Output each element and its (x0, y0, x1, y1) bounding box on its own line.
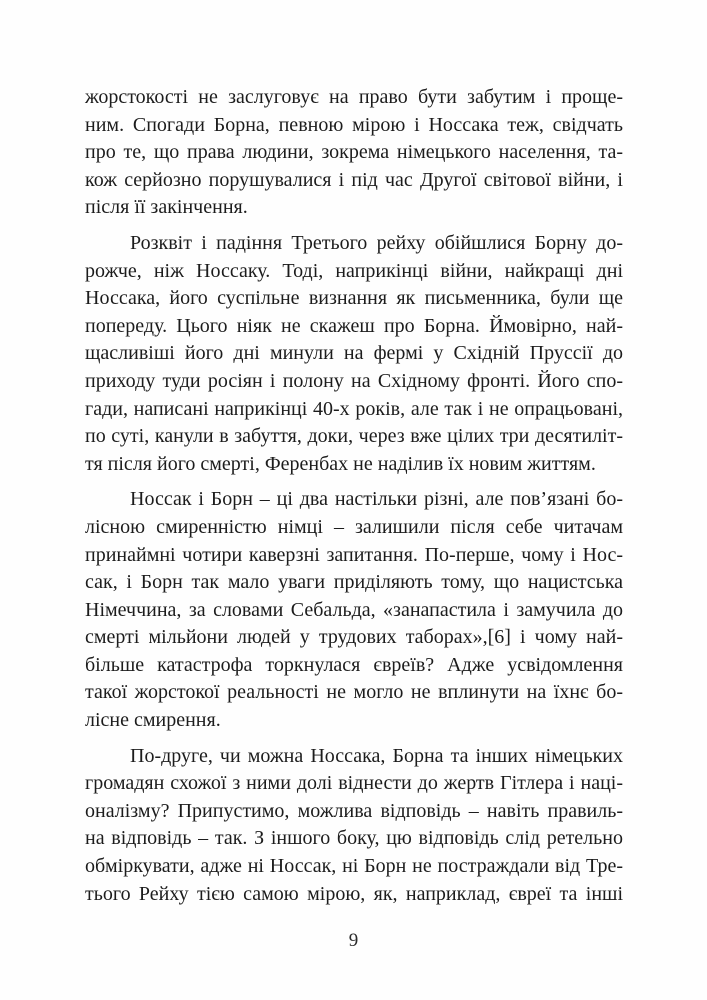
paragraph (85, 84, 623, 222)
text-line: щасливіші його дні минули на фермі у Східній Пруссії до (85, 342, 623, 365)
text-line: Розквіт і падіння Третього рейху обійшлися Борну до- (130, 231, 623, 254)
text-line: попереду. Цього ніяк не скажеш про Борна. Ймовірно, най- (85, 314, 623, 337)
text-line: По-друге, чи можна Носсака, Борна та інших німецьких (130, 744, 623, 767)
text-line: лісне смирення. (85, 709, 221, 732)
text-line: громадян схожої з ними долі віднести до жертв Гітлера і наці- (85, 772, 623, 795)
text-line: тя після його смерті, Ференбах не наділив їх новим життям. (85, 452, 596, 475)
text-line: після її закінчення. (85, 196, 248, 219)
text-line: Носсака, його суспільне визнання як письменника, були ще (85, 287, 623, 310)
paragraph (85, 743, 623, 909)
text-block (85, 84, 623, 916)
paragraph (85, 486, 623, 734)
text-line: ним. Спогади Борна, певною мірою і Носсака теж, свідчать (85, 113, 623, 136)
page-number: 9 (348, 930, 359, 951)
text-line: жорстокості не заслуговує на право бути забутим і проще- (85, 86, 623, 108)
text-line: оналізму? Припустимо, можлива відповідь – навіть правиль- (85, 799, 623, 822)
text-line: Носсак і Борн – ці два настільки різні, але пов’язані бо- (130, 488, 623, 511)
paragraph (85, 230, 623, 478)
text-line: рожче, ніж Носсаку. Тоді, наприкінці війни, найкращі дні (85, 259, 623, 282)
text-line: лісною смиренністю німці – залишили після себе читачам (85, 515, 623, 538)
text-line: Німеччина, за словами Себальда, «занапастила і замучила до (85, 598, 623, 621)
text-line: обміркувати, адже ні Носсак, ні Борн не постраждали від Тре- (85, 855, 623, 878)
text-line: по суті, канули в забуття, доки, через вже цілих три десятиліт- (85, 425, 623, 448)
text-line: такої жорстокої реальності не могло не вплинути на їхнє бо- (85, 681, 623, 704)
text-line: кож серйозно порушувалися і під час Другої світової війни, і (85, 168, 623, 191)
text-line: гади, написані наприкінці 40-х років, але так і не опрацьовані, (85, 397, 623, 420)
text-line: про те, що права людини, зокрема німецького населення, та- (85, 141, 623, 164)
text-line: сак, і Борн так мало уваги приділяють тому, що нацистська (85, 571, 623, 594)
text-line: тього Рейху тією самою мірою, як, наприклад, євреї та інші (85, 882, 623, 905)
text-line: більше катастрофа торкнулася євреїв? Адже усвідомлення (85, 653, 623, 676)
text-line: смерті мільйони людей у трудових таборах»,[6] і чому най- (85, 626, 623, 649)
text-line: на відповідь – так. З іншого боку, цю відповідь слід ретельно (85, 827, 623, 850)
text-line: приходу туди росіян і полону на Східному фронті. Його спо- (85, 369, 623, 392)
text-line: принаймні чотири каверзні запитання. По-перше, чому і Нос- (85, 543, 623, 566)
